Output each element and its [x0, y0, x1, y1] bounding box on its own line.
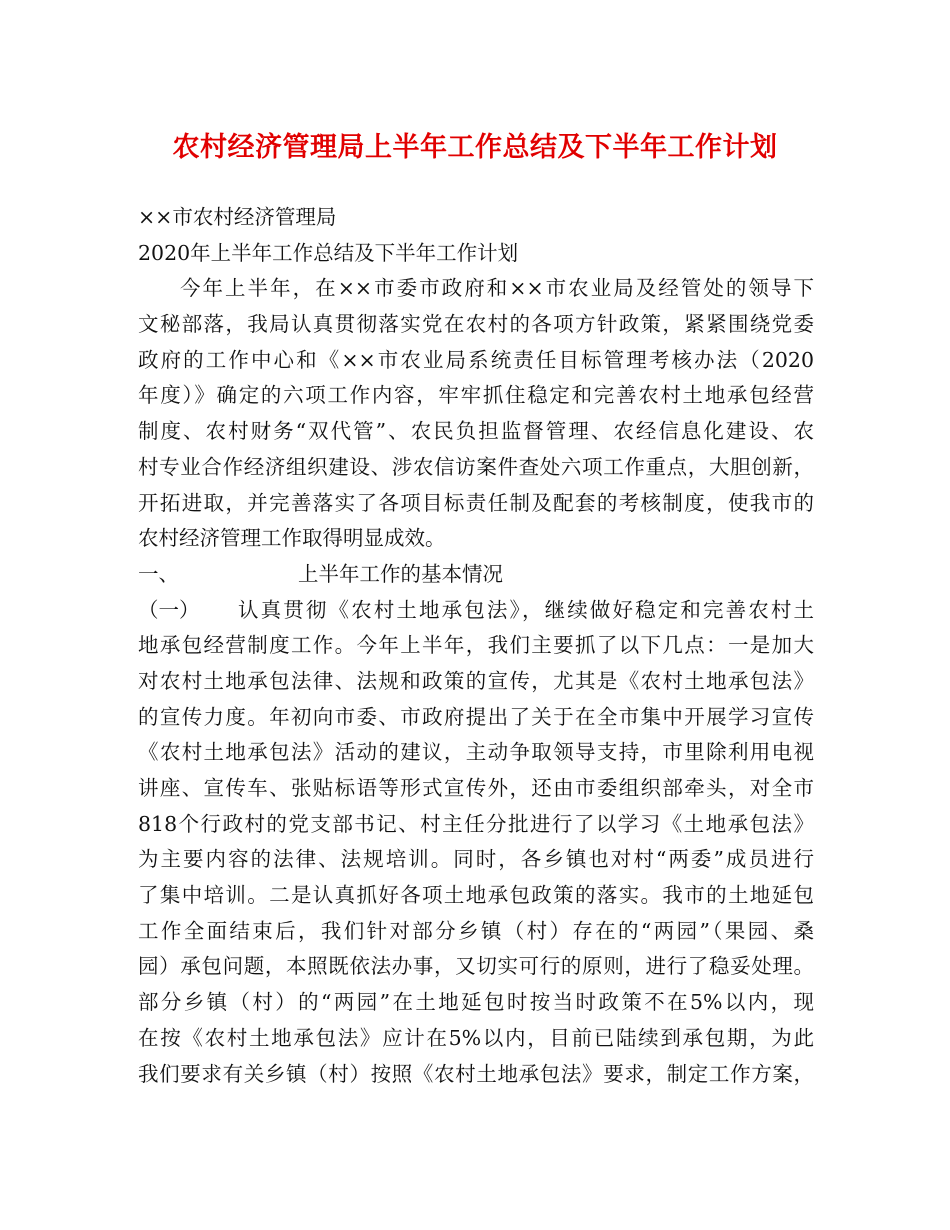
- paragraph-line: 818个行政村的党支部书记、村主任分批进行了以学习《土地承包法》: [138, 811, 814, 836]
- section-number: 一、: [138, 561, 179, 586]
- paragraph-line: 开拓进取，并完善落实了各项目标责任制及配套的考核制度，使我市的: [138, 490, 814, 515]
- paragraph-line: 部分乡镇（村）的“两园”在土地延包时按当时政策不在5%以内，现: [138, 990, 814, 1015]
- paragraph-line: 农村经济管理工作取得明显成效。: [138, 526, 446, 551]
- subsection-first-line: 认真贯彻《农村土地承包法》，继续做好稳定和完善农村土: [238, 597, 814, 622]
- subsection-number: （一）: [138, 597, 200, 622]
- paragraph-line: 文秘部落，我局认真贯彻落实党在农村的各项方针政策，紧紧围绕党委: [138, 312, 814, 337]
- paragraph-line: 的宣传力度。年初向市委、市政府提出了关于在全市集中开展学习宣传: [138, 704, 814, 729]
- paragraph-line: 《农村土地承包法》活动的建议，主动争取领导支持，市里除利用电视: [138, 740, 814, 765]
- paragraph-line: 政府的工作中心和《××市农业局系统责任目标管理考核办法（2020: [138, 347, 814, 372]
- paragraph-line: 对农村土地承包法律、法规和政策的宣传，尤其是《农村土地承包法》: [138, 668, 814, 693]
- paragraph-line: 今年上半年，在××市委市政府和××市农业局及经管处的领导下: [180, 276, 814, 301]
- paragraph-line: 年度）》确定的六项工作内容，牢牢抓住稳定和完善农村土地承包经营: [138, 383, 814, 408]
- paragraph-line: 在按《农村土地承包法》应计在5%以内，目前已陆续到承包期，为此: [138, 1025, 814, 1050]
- paragraph-line: 村专业合作经济组织建设、涉农信访案件查处六项工作重点，大胆创新，: [138, 454, 814, 479]
- intro-paragraph: [138, 271, 814, 557]
- section-heading: [138, 557, 814, 593]
- paragraph-line: 工作全面结束后，我们针对部分乡镇（村）存在的“两园”（果园、桑: [138, 918, 814, 943]
- paragraph-line: 制度、农村财务“双代管”、农民负担监督管理、农经信息化建设、农: [138, 419, 814, 444]
- document-title: 农村经济管理局上半年工作总结及下半年工作计划: [172, 132, 778, 163]
- paragraph-line: 了集中培训。二是认真抓好各项土地承包政策的落实。我市的土地延包: [138, 883, 814, 908]
- paragraph-line: 园）承包问题，本照既依法办事，又切实可行的原则，进行了稳妥处理。: [138, 954, 814, 979]
- paragraph-line: 地承包经营制度工作。今年上半年，我们主要抓了以下几点：一是加大: [138, 633, 814, 658]
- paragraph-line: 讲座、宣传车、张贴标语等形式宣传外，还由市委组织部牵头，对全市: [138, 776, 814, 800]
- paragraph-line: 我们要求有关乡镇（村）按照《农村土地承包法》要求，制定工作方案，: [138, 1061, 814, 1086]
- document-body: [138, 200, 814, 1092]
- paragraph-line: 为主要内容的法律、法规培训。同时，各乡镇也对村“两委”成员进行: [138, 847, 814, 872]
- section-title: 上半年工作的基本情况: [298, 561, 503, 586]
- subtitle-line: 2020年上半年工作总结及下半年工作计划: [138, 240, 519, 265]
- subsection-heading: [138, 593, 814, 629]
- subsection-paragraph: [138, 628, 814, 1092]
- org-line: ××市农村经济管理局: [138, 205, 337, 229]
